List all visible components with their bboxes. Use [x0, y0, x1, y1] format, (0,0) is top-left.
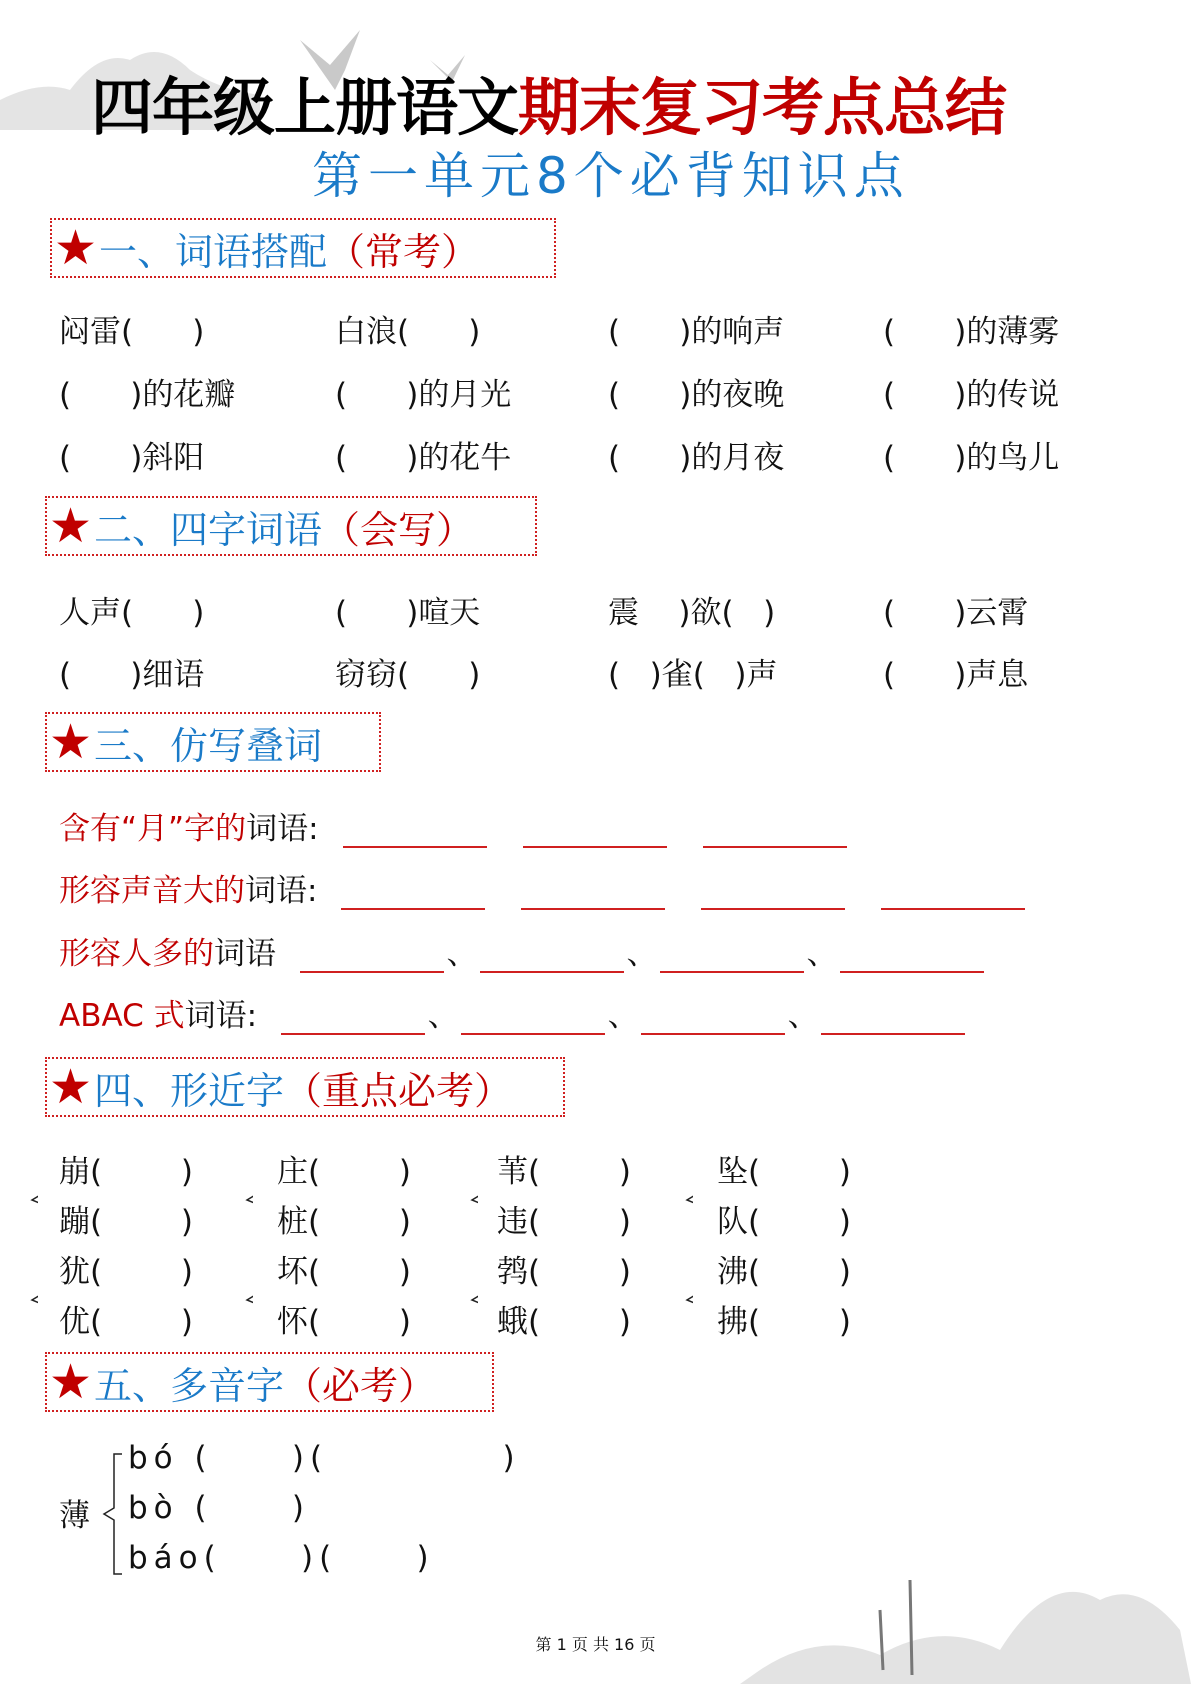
similar-char-item: 沸( )	[717, 1254, 852, 1290]
brace-icon	[456, 1248, 478, 1348]
section-title: 二、四字词语	[94, 507, 323, 552]
collocation-item: ( )的花瓣	[59, 377, 236, 413]
similar-char-item: 苇( )	[497, 1154, 632, 1190]
row-label: 形容人多的	[59, 936, 214, 972]
idiom-item: ( )声息	[883, 657, 1029, 693]
collocation-item: 闷雷( )	[59, 314, 205, 350]
row-label: 形容声音大的	[59, 873, 245, 909]
row-label-suffix: 词语:	[184, 998, 258, 1034]
section-1-heading	[50, 218, 556, 278]
answer-blank[interactable]	[300, 941, 444, 973]
collocation-item: ( )的响声	[608, 314, 785, 350]
title-red-part: 期末复习考点总结	[518, 71, 1007, 144]
answer-blank[interactable]	[821, 1003, 965, 1035]
separator: 、	[787, 998, 819, 1034]
idiom-item: ( )云霄	[883, 595, 1029, 631]
brace-icon	[671, 1148, 693, 1248]
similar-char-item: 庄( )	[277, 1154, 412, 1190]
section-title: 五、多音字	[94, 1363, 285, 1408]
similar-char-item: 怀( )	[277, 1304, 412, 1340]
star-icon: ★	[49, 714, 93, 770]
section-2-heading	[45, 496, 537, 556]
row-label-suffix: 词语:	[245, 873, 318, 909]
idiom-item: ( )喧天	[335, 595, 481, 631]
similar-char-item: 违( )	[497, 1204, 632, 1240]
title-black-part: 四年级上册语文	[91, 71, 519, 144]
collocation-item: ( )的月夜	[608, 440, 785, 476]
page-number: 第 1 页 共 16 页	[535, 1635, 656, 1654]
similar-char-item: 崩( )	[59, 1154, 194, 1190]
idiom-item: 窃窃( )	[335, 657, 481, 693]
brace-icon	[671, 1248, 693, 1348]
similar-char-item: 优( )	[59, 1304, 194, 1340]
star-icon: ★	[54, 220, 98, 276]
answer-blank[interactable]	[281, 1003, 425, 1035]
section-title: 一、词语搭配	[99, 229, 328, 274]
row-label-suffix: 词语:	[246, 811, 319, 847]
similar-char-item: 蛾( )	[497, 1304, 632, 1340]
separator: 、	[446, 936, 478, 972]
answer-blank[interactable]	[701, 878, 845, 910]
polyphone-reading: bó ( )( )	[128, 1440, 521, 1476]
answer-blank[interactable]	[343, 816, 487, 848]
collocation-item: ( )的夜晚	[608, 377, 785, 413]
collocation-item: ( )的传说	[883, 377, 1060, 413]
reduplication-row	[59, 928, 984, 973]
answer-blank[interactable]	[521, 878, 665, 910]
answer-blank[interactable]	[341, 878, 485, 910]
collocation-item: ( )的鸟儿	[883, 440, 1060, 476]
similar-char-item: 蹦( )	[59, 1204, 194, 1240]
section-title: 四、形近字	[94, 1068, 285, 1113]
section-3-heading	[45, 712, 381, 772]
brace-icon	[94, 1452, 124, 1576]
brace-icon	[456, 1148, 478, 1248]
section-title: 三、仿写叠词	[94, 723, 323, 768]
answer-blank[interactable]	[480, 941, 624, 973]
answer-blank[interactable]	[461, 1003, 605, 1035]
similar-char-item: 桩( )	[277, 1204, 412, 1240]
polyphone-reading: báo( )( )	[128, 1540, 435, 1576]
brace-icon	[231, 1148, 253, 1248]
separator: 、	[806, 936, 838, 972]
section-note: （会写）	[322, 507, 475, 552]
collocation-item: 白浪( )	[335, 314, 481, 350]
similar-char-item: 鹁( )	[497, 1254, 632, 1290]
idiom-item: ( )细语	[59, 657, 205, 693]
answer-blank[interactable]	[660, 941, 804, 973]
polyphone-reading: bò ( )	[128, 1490, 310, 1526]
similar-char-item: 犹( )	[59, 1254, 194, 1290]
page-title	[91, 58, 1006, 147]
separator: 、	[626, 936, 658, 972]
star-icon: ★	[49, 1059, 93, 1115]
brace-icon	[231, 1248, 253, 1348]
reduplication-row	[59, 990, 965, 1035]
collocation-item: ( )斜阳	[59, 440, 205, 476]
similar-char-item: 坠( )	[717, 1154, 852, 1190]
similar-char-item: 坏( )	[277, 1254, 412, 1290]
answer-blank[interactable]	[523, 816, 667, 848]
similar-char-item: 队( )	[717, 1204, 852, 1240]
polyphone-char: 薄	[59, 1498, 90, 1534]
answer-blank[interactable]	[641, 1003, 785, 1035]
similar-char-item: 拂( )	[717, 1304, 852, 1340]
section-note: （必考）	[284, 1363, 437, 1408]
section-4-heading	[45, 1057, 565, 1117]
idiom-item: ( )雀( )声	[608, 657, 778, 693]
reduplication-row	[59, 865, 1025, 910]
answer-blank[interactable]	[881, 878, 1025, 910]
collocation-item: ( )的薄雾	[883, 314, 1060, 350]
star-icon: ★	[49, 498, 93, 554]
page-subtitle: 第一单元8个必背知识点	[312, 147, 910, 205]
mountain-crane-decoration-bottom	[740, 1560, 1191, 1684]
reduplication-row	[59, 803, 847, 848]
row-label: 含有“月”字的	[59, 811, 247, 847]
star-icon: ★	[49, 1354, 93, 1410]
section-note: （重点必考）	[284, 1068, 513, 1113]
answer-blank[interactable]	[703, 816, 847, 848]
idiom-item: 震 )欲( )	[608, 595, 776, 631]
collocation-item: ( )的月光	[335, 377, 512, 413]
collocation-item: ( )的花牛	[335, 440, 512, 476]
row-label-suffix: 词语	[214, 936, 276, 972]
idiom-item: 人声( )	[59, 595, 205, 631]
section-5-heading	[45, 1352, 494, 1412]
row-label: ABAC 式	[59, 998, 185, 1034]
separator: 、	[427, 998, 459, 1034]
brace-icon	[16, 1248, 38, 1348]
brace-icon	[16, 1148, 38, 1248]
section-note: （常考）	[327, 229, 480, 274]
separator: 、	[607, 998, 639, 1034]
answer-blank[interactable]	[840, 941, 984, 973]
